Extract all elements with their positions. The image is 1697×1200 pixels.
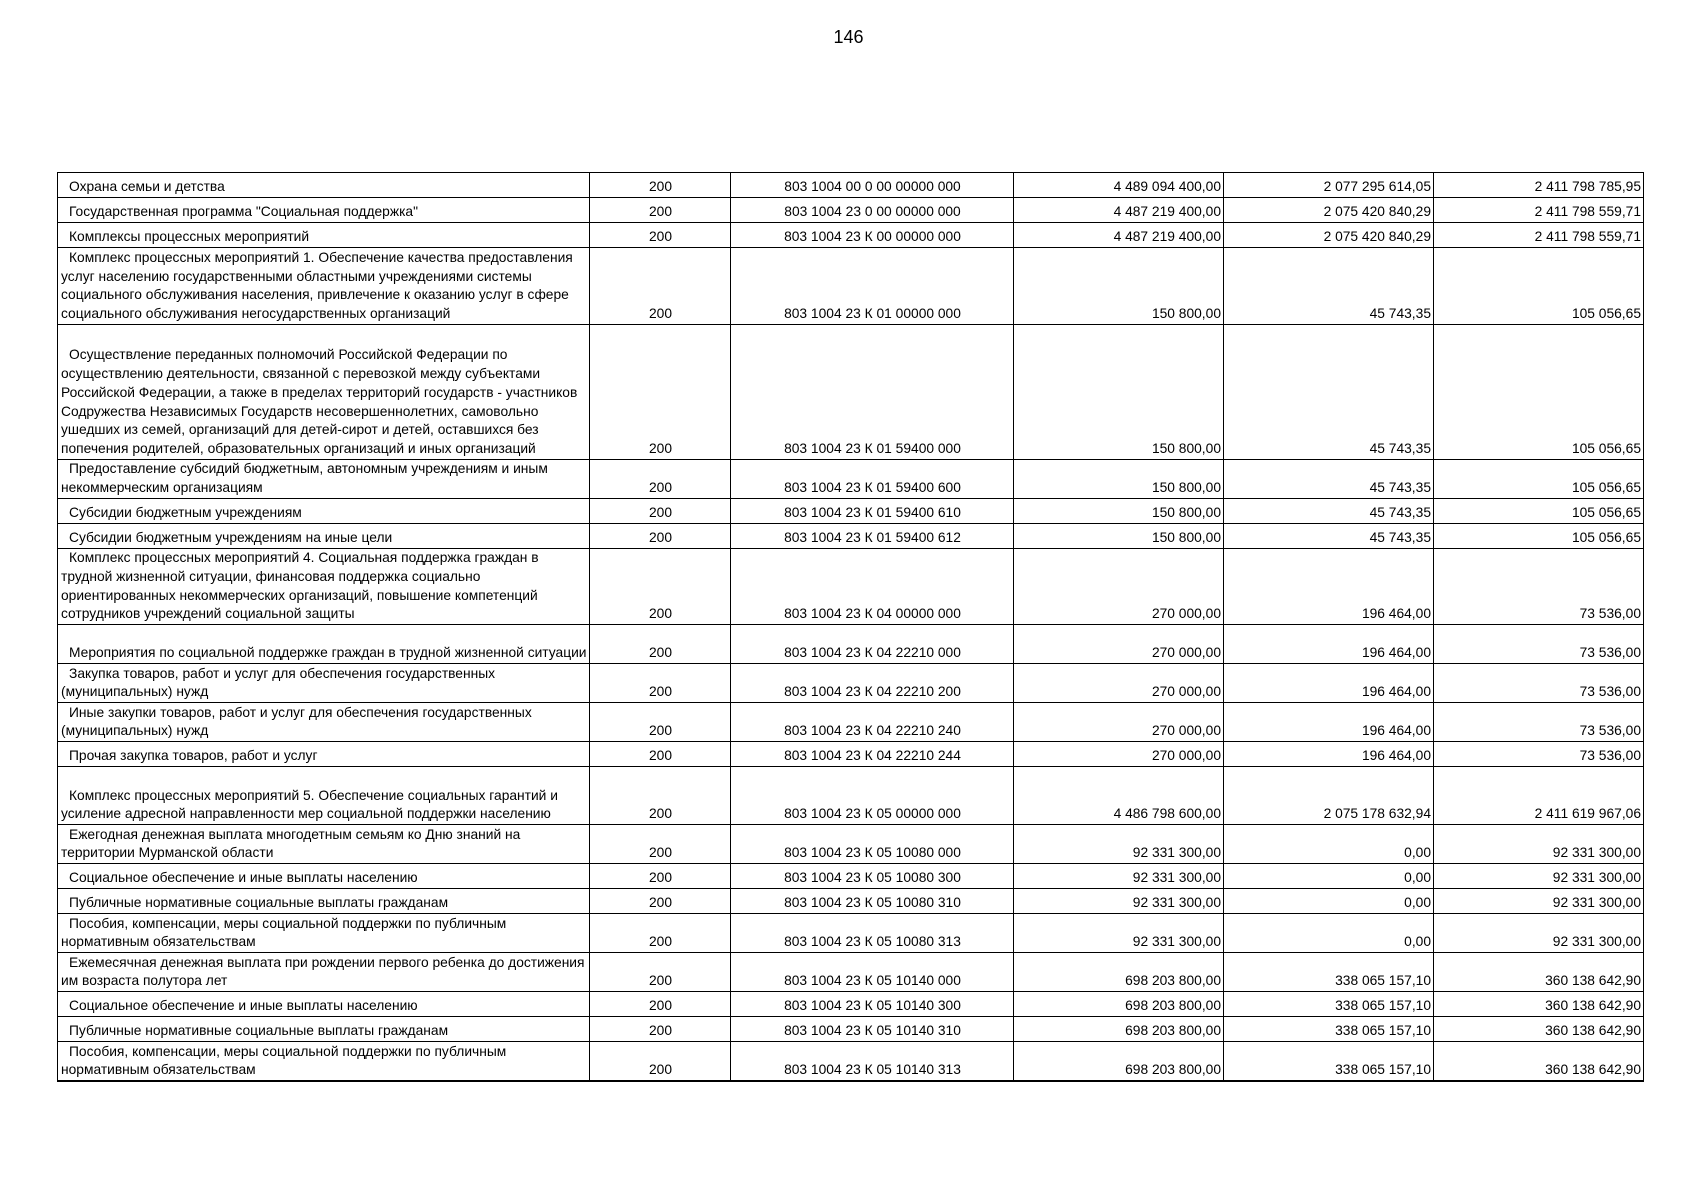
row-executed-amount-cell: 0,00 xyxy=(1224,825,1434,864)
row-budget-code-cell: 803 1004 23 К 05 10080 310 xyxy=(731,889,1014,914)
row-executed-amount-cell: 196 464,00 xyxy=(1224,742,1434,767)
row-executed-amount-cell: 45 743,35 xyxy=(1224,325,1434,460)
row-approved-amount-cell: 698 203 800,00 xyxy=(1014,953,1224,992)
row-budget-code-cell: 803 1004 23 К 01 59400 612 xyxy=(731,524,1014,549)
row-name-cell: Публичные нормативные социальные выплаты гражданам xyxy=(58,1017,590,1042)
row-admin-code-cell: 200 xyxy=(590,825,731,864)
row-executed-amount-cell: 45 743,35 xyxy=(1224,499,1434,524)
row-executed-amount-cell: 338 065 157,10 xyxy=(1224,1017,1434,1042)
row-remaining-amount-cell: 360 138 642,90 xyxy=(1434,1017,1644,1042)
row-remaining-amount-cell: 360 138 642,90 xyxy=(1434,992,1644,1017)
row-budget-code-cell: 803 1004 23 К 04 22210 244 xyxy=(731,742,1014,767)
row-admin-code-cell: 200 xyxy=(590,460,731,499)
row-remaining-amount-cell: 360 138 642,90 xyxy=(1434,1042,1644,1082)
row-budget-code-cell: 803 1004 23 К 01 00000 000 xyxy=(731,248,1014,325)
row-name-cell: Социальное обеспечение и иные выплаты населению xyxy=(58,864,590,889)
row-name-cell: Социальное обеспечение и иные выплаты населению xyxy=(58,992,590,1017)
row-approved-amount-cell: 270 000,00 xyxy=(1014,625,1224,664)
table-body xyxy=(58,173,1644,1082)
row-executed-amount-cell: 45 743,35 xyxy=(1224,524,1434,549)
table-row xyxy=(58,325,1644,460)
row-admin-code-cell: 200 xyxy=(590,223,731,248)
row-budget-code-cell: 803 1004 00 0 00 00000 000 xyxy=(731,173,1014,198)
row-executed-amount-cell: 0,00 xyxy=(1224,889,1434,914)
row-remaining-amount-cell: 73 536,00 xyxy=(1434,664,1644,703)
row-name-cell: Субсидии бюджетным учреждениям xyxy=(58,499,590,524)
row-remaining-amount-cell: 2 411 619 967,06 xyxy=(1434,767,1644,825)
row-approved-amount-cell: 150 800,00 xyxy=(1014,248,1224,325)
table-row xyxy=(58,767,1644,825)
row-budget-code-cell: 803 1004 23 К 01 59400 600 xyxy=(731,460,1014,499)
page-number: 146 xyxy=(833,27,864,47)
table-row xyxy=(58,914,1644,953)
row-approved-amount-cell: 92 331 300,00 xyxy=(1014,889,1224,914)
row-approved-amount-cell: 270 000,00 xyxy=(1014,703,1224,742)
row-approved-amount-cell: 698 203 800,00 xyxy=(1014,1017,1224,1042)
row-budget-code-cell: 803 1004 23 К 05 10140 313 xyxy=(731,1042,1014,1082)
row-name-cell: Комплекс процессных мероприятий 1. Обеспечение качества предоставления услуг населению государственными областными учреждениями системы социального обслуживания населения, привлечение к оказанию услуг в сфере социального обслуживания негосударственных организаций xyxy=(58,248,590,325)
row-remaining-amount-cell: 2 411 798 785,95 xyxy=(1434,173,1644,198)
row-approved-amount-cell: 4 487 219 400,00 xyxy=(1014,223,1224,248)
row-approved-amount-cell: 150 800,00 xyxy=(1014,325,1224,460)
table-row xyxy=(58,1017,1644,1042)
table-row xyxy=(58,664,1644,703)
row-approved-amount-cell: 92 331 300,00 xyxy=(1014,914,1224,953)
row-approved-amount-cell: 92 331 300,00 xyxy=(1014,825,1224,864)
row-admin-code-cell: 200 xyxy=(590,664,731,703)
table-row xyxy=(58,223,1644,248)
row-name-cell: Комплексы процессных мероприятий xyxy=(58,223,590,248)
row-admin-code-cell: 200 xyxy=(590,953,731,992)
row-approved-amount-cell: 150 800,00 xyxy=(1014,524,1224,549)
row-remaining-amount-cell: 2 411 798 559,71 xyxy=(1434,198,1644,223)
row-admin-code-cell: 200 xyxy=(590,889,731,914)
table-row xyxy=(58,549,1644,625)
row-remaining-amount-cell: 73 536,00 xyxy=(1434,703,1644,742)
row-admin-code-cell: 200 xyxy=(590,742,731,767)
row-name-cell: Публичные нормативные социальные выплаты гражданам xyxy=(58,889,590,914)
row-executed-amount-cell: 338 065 157,10 xyxy=(1224,1042,1434,1082)
table-row xyxy=(58,864,1644,889)
row-remaining-amount-cell: 105 056,65 xyxy=(1434,499,1644,524)
row-admin-code-cell: 200 xyxy=(590,524,731,549)
row-remaining-amount-cell: 360 138 642,90 xyxy=(1434,953,1644,992)
row-budget-code-cell: 803 1004 23 К 00 00000 000 xyxy=(731,223,1014,248)
row-remaining-amount-cell: 92 331 300,00 xyxy=(1434,914,1644,953)
row-executed-amount-cell: 2 075 178 632,94 xyxy=(1224,767,1434,825)
row-budget-code-cell: 803 1004 23 К 05 10080 000 xyxy=(731,825,1014,864)
table-row xyxy=(58,499,1644,524)
table-row xyxy=(58,889,1644,914)
row-name-cell: Прочая закупка товаров, работ и услуг xyxy=(58,742,590,767)
table-row xyxy=(58,703,1644,742)
row-approved-amount-cell: 4 487 219 400,00 xyxy=(1014,198,1224,223)
row-approved-amount-cell: 270 000,00 xyxy=(1014,664,1224,703)
row-budget-code-cell: 803 1004 23 К 05 10140 000 xyxy=(731,953,1014,992)
table-row xyxy=(58,825,1644,864)
row-admin-code-cell: 200 xyxy=(590,173,731,198)
row-name-cell: Мероприятия по социальной поддержке граждан в трудной жизненной ситуации xyxy=(58,625,590,664)
table-row xyxy=(58,1042,1644,1082)
row-remaining-amount-cell: 73 536,00 xyxy=(1434,742,1644,767)
row-executed-amount-cell: 45 743,35 xyxy=(1224,460,1434,499)
row-admin-code-cell: 200 xyxy=(590,248,731,325)
row-budget-code-cell: 803 1004 23 К 05 00000 000 xyxy=(731,767,1014,825)
row-remaining-amount-cell: 73 536,00 xyxy=(1434,549,1644,625)
row-remaining-amount-cell: 73 536,00 xyxy=(1434,625,1644,664)
row-name-cell: Закупка товаров, работ и услуг для обеспечения государственных (муниципальных) нужд xyxy=(58,664,590,703)
row-budget-code-cell: 803 1004 23 К 04 22210 200 xyxy=(731,664,1014,703)
row-approved-amount-cell: 150 800,00 xyxy=(1014,460,1224,499)
row-admin-code-cell: 200 xyxy=(590,703,731,742)
row-remaining-amount-cell: 2 411 798 559,71 xyxy=(1434,223,1644,248)
row-executed-amount-cell: 196 464,00 xyxy=(1224,549,1434,625)
row-admin-code-cell: 200 xyxy=(590,549,731,625)
table-row xyxy=(58,248,1644,325)
row-remaining-amount-cell: 92 331 300,00 xyxy=(1434,864,1644,889)
row-budget-code-cell: 803 1004 23 0 00 00000 000 xyxy=(731,198,1014,223)
row-name-cell: Субсидии бюджетным учреждениям на иные цели xyxy=(58,524,590,549)
row-executed-amount-cell: 45 743,35 xyxy=(1224,248,1434,325)
row-executed-amount-cell: 338 065 157,10 xyxy=(1224,992,1434,1017)
row-budget-code-cell: 803 1004 23 К 04 22210 000 xyxy=(731,625,1014,664)
budget-execution-table xyxy=(57,172,1644,1082)
row-remaining-amount-cell: 105 056,65 xyxy=(1434,460,1644,499)
row-approved-amount-cell: 92 331 300,00 xyxy=(1014,864,1224,889)
row-approved-amount-cell: 4 486 798 600,00 xyxy=(1014,767,1224,825)
row-executed-amount-cell: 196 464,00 xyxy=(1224,625,1434,664)
row-executed-amount-cell: 338 065 157,10 xyxy=(1224,953,1434,992)
row-name-cell: Пособия, компенсации, меры социальной поддержки по публичным нормативным обязательствам xyxy=(58,914,590,953)
row-executed-amount-cell: 2 077 295 614,05 xyxy=(1224,173,1434,198)
row-executed-amount-cell: 196 464,00 xyxy=(1224,703,1434,742)
row-executed-amount-cell: 0,00 xyxy=(1224,914,1434,953)
row-remaining-amount-cell: 105 056,65 xyxy=(1434,248,1644,325)
row-approved-amount-cell: 4 489 094 400,00 xyxy=(1014,173,1224,198)
row-admin-code-cell: 200 xyxy=(590,499,731,524)
row-remaining-amount-cell: 92 331 300,00 xyxy=(1434,889,1644,914)
row-admin-code-cell: 200 xyxy=(590,992,731,1017)
row-approved-amount-cell: 150 800,00 xyxy=(1014,499,1224,524)
row-name-cell: Ежемесячная денежная выплата при рождении первого ребенка до достижения им возраста полутора лет xyxy=(58,953,590,992)
row-admin-code-cell: 200 xyxy=(590,625,731,664)
row-name-cell: Предоставление субсидий бюджетным, автономным учреждениям и иным некоммерческим организациям xyxy=(58,460,590,499)
row-remaining-amount-cell: 92 331 300,00 xyxy=(1434,825,1644,864)
table-row xyxy=(58,953,1644,992)
row-budget-code-cell: 803 1004 23 К 04 22210 240 xyxy=(731,703,1014,742)
row-budget-code-cell: 803 1004 23 К 05 10080 300 xyxy=(731,864,1014,889)
row-budget-code-cell: 803 1004 23 К 05 10080 313 xyxy=(731,914,1014,953)
table-row xyxy=(58,173,1644,198)
row-executed-amount-cell: 0,00 xyxy=(1224,864,1434,889)
row-approved-amount-cell: 698 203 800,00 xyxy=(1014,1042,1224,1082)
row-admin-code-cell: 200 xyxy=(590,1042,731,1082)
row-name-cell: Ежегодная денежная выплата многодетным семьям ко Дню знаний на территории Мурманской области xyxy=(58,825,590,864)
row-approved-amount-cell: 270 000,00 xyxy=(1014,742,1224,767)
table-row xyxy=(58,992,1644,1017)
row-admin-code-cell: 200 xyxy=(590,864,731,889)
row-approved-amount-cell: 698 203 800,00 xyxy=(1014,992,1224,1017)
row-name-cell: Охрана семьи и детства xyxy=(58,173,590,198)
row-executed-amount-cell: 2 075 420 840,29 xyxy=(1224,223,1434,248)
table-row xyxy=(58,625,1644,664)
row-approved-amount-cell: 270 000,00 xyxy=(1014,549,1224,625)
table-row xyxy=(58,524,1644,549)
row-budget-code-cell: 803 1004 23 К 05 10140 300 xyxy=(731,992,1014,1017)
row-admin-code-cell: 200 xyxy=(590,1017,731,1042)
table-row xyxy=(58,198,1644,223)
row-budget-code-cell: 803 1004 23 К 05 10140 310 xyxy=(731,1017,1014,1042)
row-name-cell: Осуществление переданных полномочий Российской Федерации по осуществлению деятельности, связанной с перевозкой между субъектами Российской Федерации, а также в пределах территорий государств - участников Содружества Независимых Государств несовершеннолетних, самовольно ушедших из семей, организаций для детей-сирот и детей, оставшихся без попечения родителей, образовательных организаций и иных организаций xyxy=(58,325,590,460)
row-name-cell: Иные закупки товаров, работ и услуг для обеспечения государственных (муниципальных) нужд xyxy=(58,703,590,742)
row-budget-code-cell: 803 1004 23 К 01 59400 000 xyxy=(731,325,1014,460)
row-admin-code-cell: 200 xyxy=(590,914,731,953)
row-executed-amount-cell: 2 075 420 840,29 xyxy=(1224,198,1434,223)
row-admin-code-cell: 200 xyxy=(590,325,731,460)
row-name-cell: Комплекс процессных мероприятий 5. Обеспечение социальных гарантий и усиление адресной направленности мер социальной поддержки населению xyxy=(58,767,590,825)
row-remaining-amount-cell: 105 056,65 xyxy=(1434,325,1644,460)
row-admin-code-cell: 200 xyxy=(590,198,731,223)
row-executed-amount-cell: 196 464,00 xyxy=(1224,664,1434,703)
row-name-cell: Государственная программа "Социальная поддержка" xyxy=(58,198,590,223)
row-admin-code-cell: 200 xyxy=(590,767,731,825)
row-name-cell: Пособия, компенсации, меры социальной поддержки по публичным нормативным обязательствам xyxy=(58,1042,590,1082)
table-row xyxy=(58,742,1644,767)
row-name-cell: Комплекс процессных мероприятий 4. Социальная поддержка граждан в трудной жизненной ситуации, финансовая поддержка социально ориентированных некоммерческих организаций, повышение компетенций сотрудников учреждений социальной защиты xyxy=(58,549,590,625)
table-row xyxy=(58,460,1644,499)
row-budget-code-cell: 803 1004 23 К 04 00000 000 xyxy=(731,549,1014,625)
row-remaining-amount-cell: 105 056,65 xyxy=(1434,524,1644,549)
row-budget-code-cell: 803 1004 23 К 01 59400 610 xyxy=(731,499,1014,524)
